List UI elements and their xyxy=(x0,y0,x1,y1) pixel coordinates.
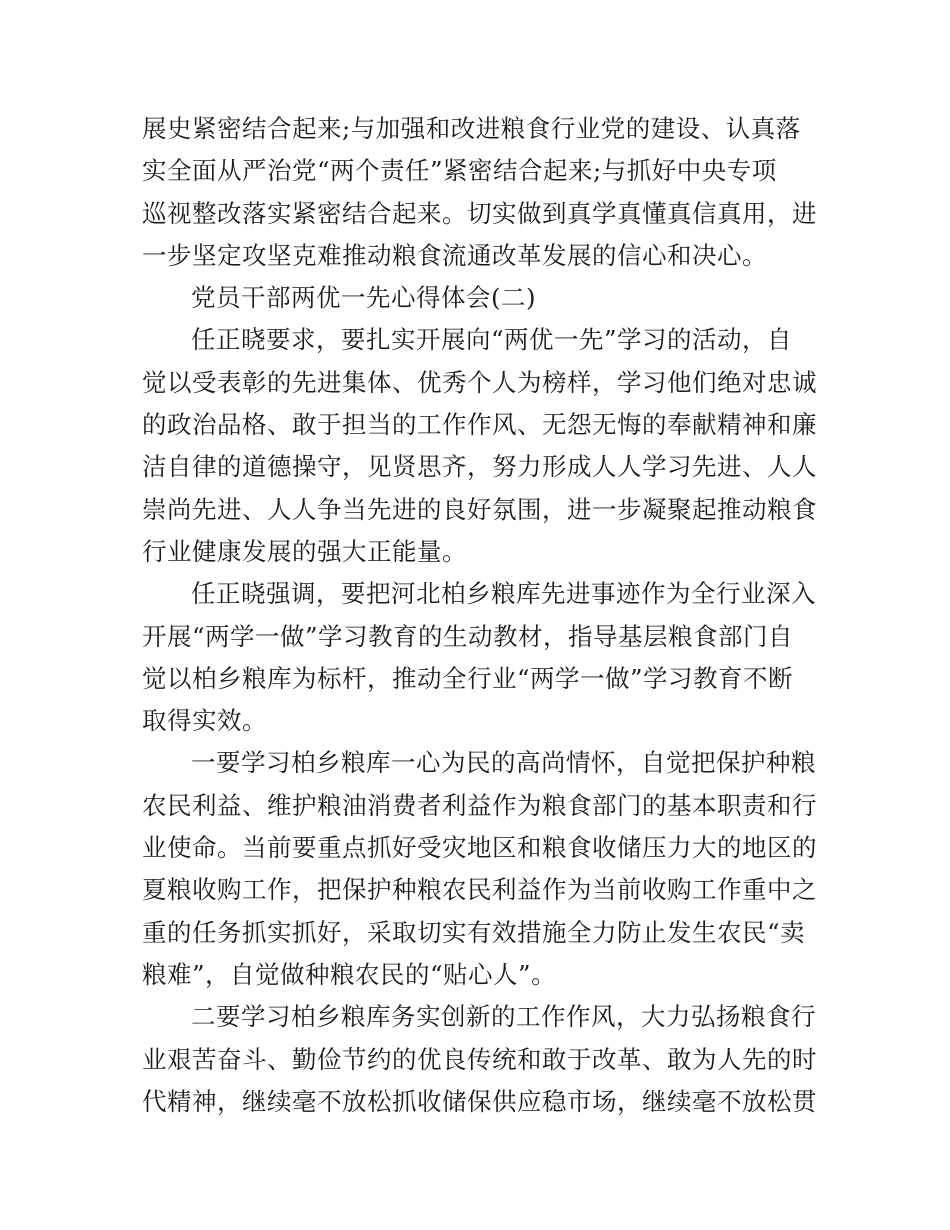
text-line: 夏粮收购工作，把保护种粮农民利益作为当前收购工作重中之 xyxy=(142,875,817,905)
text-line: 的政治品格、敢于担当的工作作风、无怨无悔的奉献精神和廉 xyxy=(142,410,817,440)
text-line: 觉以柏乡粮库为标杆，推动全行业“两学一做”学习教育不断 xyxy=(142,663,794,693)
text-line: 粮难”，自觉做种粮农民的“贴心人”。 xyxy=(142,959,557,989)
text-line: 实全面从严治党“两个责任”紧密结合起来;与抓好中央专项 xyxy=(142,156,777,186)
section-heading: 党员干部两优一先心得体会(二) xyxy=(191,283,537,313)
text-line: 行业健康发展的强大正能量。 xyxy=(142,536,467,566)
text-line: 巡视整改落实紧密结合起来。切实做到真学真懂真信真用，进 xyxy=(142,198,817,228)
text-line: 农民利益、维护粮油消费者利益作为粮食部门的基本职责和行 xyxy=(142,790,817,820)
text-line: 崇尚先进、人人争当先进的良好氛围，进一步凝聚起推动粮食 xyxy=(142,494,817,524)
text-line: 洁自律的道德操守，见贤思齐，努力形成人人学习先进、人人 xyxy=(142,452,817,482)
text-line: 展史紧密结合起来;与加强和改进粮食行业党的建设、认真落 xyxy=(142,114,801,143)
paragraph-start: 二要学习柏乡粮库务实创新的工作作风，大力弘扬粮食行 xyxy=(191,1002,816,1032)
text-line: 取得实效。 xyxy=(142,706,267,736)
document-body xyxy=(142,108,817,1123)
text-line: 业使命。当前要重点抓好受灾地区和粮食收储压力大的地区的 xyxy=(142,833,817,863)
paragraph-start: 任正晓要求，要扎实开展向“两优一先”学习的活动，自 xyxy=(191,325,793,355)
paragraph-start: 任正晓强调，要把河北柏乡粮库先进事迹作为全行业深入 xyxy=(191,579,816,609)
text-line: 开展“两学一做”学习教育的生动教材，指导基层粮食部门自 xyxy=(142,621,794,651)
text-line: 觉以受表彰的先进集体、优秀个人为榜样，学习他们绝对忠诚 xyxy=(142,367,817,397)
text-line: 一步坚定攻坚克难推动粮食流通改革发展的信心和决心。 xyxy=(142,240,767,270)
text-line: 代精神，继续毫不放松抓收储保供应稳市场，继续毫不放松贯 xyxy=(142,1086,817,1116)
text-line: 业艰苦奋斗、勤俭节约的优良传统和敢于改革、敢为人先的时 xyxy=(142,1044,817,1074)
paragraph-start: 一要学习柏乡粮库一心为民的高尚情怀，自觉把保护种粮 xyxy=(191,748,816,778)
text-line: 重的任务抓实抓好，采取切实有效措施全力防止发生农民“卖 xyxy=(142,917,806,947)
